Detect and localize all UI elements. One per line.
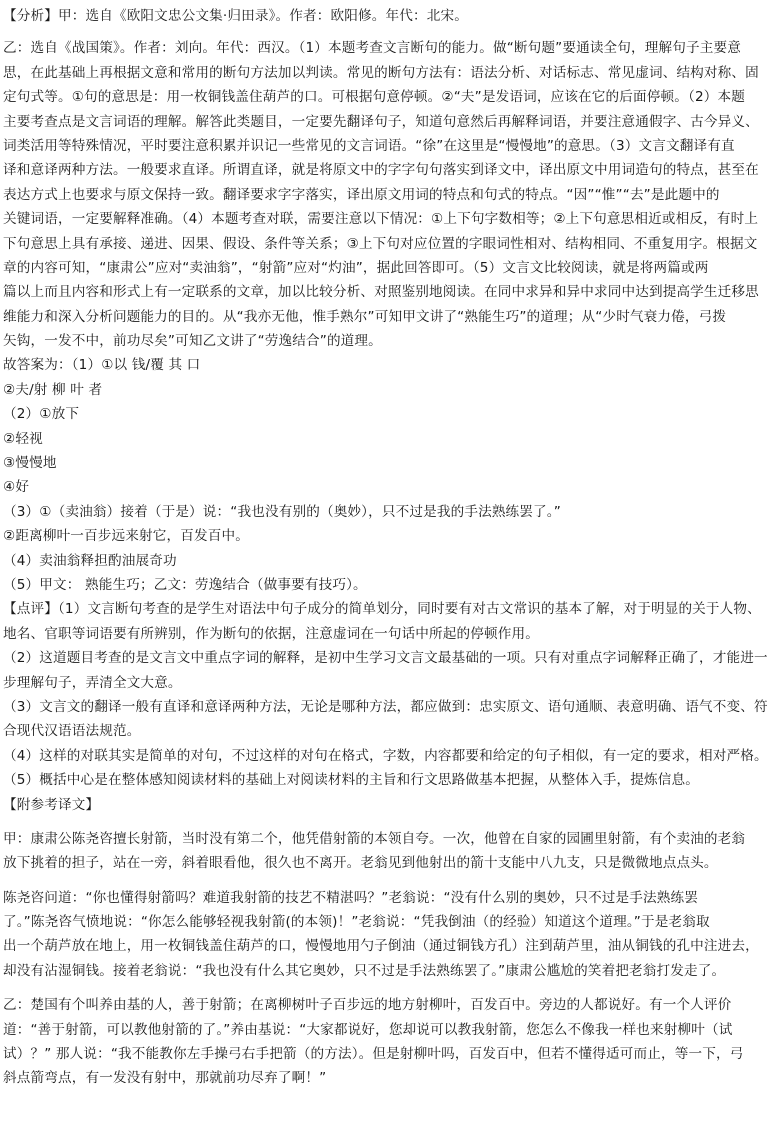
- text-line: 步理解句子，弄清全文大意。: [3, 674, 182, 691]
- text-line: （4）这样的对联其实是简单的对句，不过这样的对句在格式，字数，内容都要和给定的句子相似，有一定的要求，相对严格。: [3, 747, 768, 764]
- text-line: 地名、官职等词语要有所辨别，作为断句的依据，注意虚词在一句话中所起的停顿作用。: [3, 625, 540, 642]
- text-line: 【分析】甲：选自《欧阳文忠公文集·归田录》。作者：欧阳修。年代：北宋。: [3, 8, 468, 24]
- text-line: 试）？” 那人说：“我不能教你左手操弓右手把箭（的方法）。但是射柳叶吗，百发百中，但若不懂得适可而止，等一下，弓: [3, 1046, 744, 1063]
- text-line: 乙：选自《战国策》。作者：刘向。年代：西汉。（1）本题考查文言断句的能力。做“断句题”要通读全句，理解句子主要意: [3, 40, 741, 57]
- paragraph-gap: [3, 876, 779, 886]
- text-line: 下句意思上具有承接、递进、因果、假设、条件等关系；③上下句对应位置的字眼词性相对、结构相同、不重复用字。根据文: [3, 235, 758, 252]
- text-line: ②夫/射 柳 叶 者: [3, 381, 103, 398]
- paragraph-gap: [3, 817, 779, 827]
- text-line: 合现代汉语语法规范。: [3, 723, 141, 740]
- text-line: 乙：楚国有个叫养由基的人，善于射箭；在离柳树叶子百步远的地方射柳叶，百发百中。旁边的人都说好。有一个人评价: [3, 997, 732, 1014]
- text-line: （5）概括中心是在整体感知阅读材料的基础上对阅读材料的主旨和行文思路做基本把握，从整体入手，提炼信息。: [3, 772, 699, 789]
- text-line: 译和意译两种方法。一般要求直译。所谓直译，就是将原文中的字字句句落实到译文中，译出原文中用词造句的特点，甚至在: [3, 162, 759, 179]
- section-trans2: [3, 886, 779, 984]
- text-line: 放下挑着的担子，站在一旁，斜着眼看他，很久也不离开。老翁见到他射出的箭十支能中八九支，只是微微地点点头。: [3, 855, 718, 872]
- section-analysis-head: [3, 4, 779, 28]
- text-line: ③慢慢地: [3, 455, 57, 472]
- section-comment: [3, 597, 779, 817]
- text-line: 篇以上而且内容和形式上有一定联系的文章，加以比较分析、对照鉴别地阅读。在同中求异和异中求同中达到提高学生迁移思: [3, 284, 759, 301]
- text-line: （2）①放下: [3, 406, 80, 423]
- text-line: 斜点箭弯点，有一发没有射中，那就前功尽弃了啊！”: [3, 1070, 327, 1087]
- text-line: 道：“善于射箭，可以教他射箭的了。”养由基说：“大家都说好，您却说可以教我射箭，您怎么不像我一样也来射柳叶（试: [3, 1021, 733, 1038]
- section-trans1: [3, 827, 779, 876]
- text-line: 了。”陈尧咨气愤地说：“你怎么能够轻视我射箭(的本领)！”老翁说：“凭我倒油（的经验）知道这个道理。”于是老翁取: [3, 914, 710, 931]
- text-line: 思，在此基础上再根据文意和常用的断句方法加以判读。常见的断句方法有：语法分析、对话标志、常见虚词、结构对称、固: [3, 64, 759, 81]
- text-line: 甲：康肃公陈尧咨擅长射箭，当时没有第二个，他凭借射箭的本领自夸。一次，他曾在自家的园圃里射箭，有个卖油的老翁: [3, 830, 746, 847]
- text-line: 关键词语，一定要解释准确。（4）本题考查对联，需要注意以下情况：①上下句字数相等；②上下句意思相近或相反，有时上: [3, 211, 759, 228]
- text-line: （3）①（卖油翁）接着（于是）说：“我也没有别的（奥妙），只不过是我的手法熟练罢了。”: [3, 503, 561, 520]
- text-line: 【附参考译文】: [3, 796, 100, 813]
- text-line: 【点评】（1）文言断句考查的是学生对语法中句子成分的简单划分，同时要有对古文常识的基本了解，对于明显的关于人物、: [3, 601, 761, 618]
- text-line: 却没有沾湿铜钱。接着老翁说：“我也没有什么其它奥妙，只不过是手法熟练罢了。”康肃公尴尬的笑着把老翁打发走了。: [3, 962, 726, 979]
- paragraph-gap: [3, 28, 779, 36]
- text-line: 表达方式上也要求与原文保持一致。翻译要求字字落实，译出原文用词的特点和句式的特点。“因”“惟”“去”是此题中的: [3, 186, 720, 203]
- text-line: 故答案为：（1）①以 钱/覆 其 口: [3, 357, 201, 374]
- section-analysis-body: [3, 36, 779, 353]
- text-line: ②轻视: [3, 430, 43, 447]
- text-line: （5）甲文： 熟能生巧；乙文：劳逸结合（做事要有技巧）。: [3, 576, 367, 593]
- text-line: （2）这道题目考查的是文言文中重点字词的解释，是初中生学习文言文最基础的一项。只有对重点字词解释正确了，才能进一: [3, 650, 768, 667]
- paragraph-gap: [3, 983, 779, 993]
- text-line: 主要考查点是文言词语的理解。解答此类题目，一定要先翻译句子，知道句意然后再解释词语，并要注意通假字、古今异义、: [3, 113, 759, 130]
- section-answers: [3, 353, 779, 597]
- text-line: ②距离柳叶一百步远来射它，百发百中。: [3, 528, 249, 545]
- text-line: ④好: [3, 479, 30, 496]
- text-line: 出一个葫芦放在地上，用一枚铜钱盖住葫芦的口，慢慢地用勺子倒油（通过铜钱方孔）注到葫芦里，油从铜钱的孔中注进去，: [3, 938, 759, 955]
- text-line: 定句式等。①句的意思是：用一枚铜钱盖住葫芦的口。可根据句意停顿。②“夫”是发语词，应该在它的后面停顿。（2）本题: [3, 89, 745, 106]
- text-line: 矢钩，一发不中，前功尽矣”可知乙文讲了“劳逸结合”的道理。: [3, 333, 382, 350]
- text-line: 词类活用等特殊情况，平时要注意积累并识记一些常见的文言词语。“徐”在这里是“慢慢地”的意思。（3）文言文翻译有直: [3, 137, 735, 154]
- text-line: （3）文言文的翻译一般有直译和意译两种方法，无论是哪种方法，都应做到：忠实原文、语句通顺、表意明确、语气不变、符: [3, 698, 768, 715]
- text-line: 章的内容可知，“康肃公”应对“卖油翁”，“射箭”应对“灼油”，据此回答即可。（5）文言文比较阅读，就是将两篇或两: [3, 259, 709, 276]
- text-line: 陈尧咨问道：“你也懂得射箭吗？难道我射箭的技艺不精湛吗？”老翁说：“没有什么别的奥妙，只不过是手法熟练罢: [3, 889, 699, 906]
- section-trans3: [3, 993, 779, 1091]
- text-line: （4）卖油翁释担酌油展奇功: [3, 552, 177, 569]
- text-line: 维能力和深入分析问题能力的目的。从“我亦无他，惟手熟尔”可知甲文讲了“熟能生巧”的道理；从“少时气衰力倦，弓拨: [3, 308, 727, 325]
